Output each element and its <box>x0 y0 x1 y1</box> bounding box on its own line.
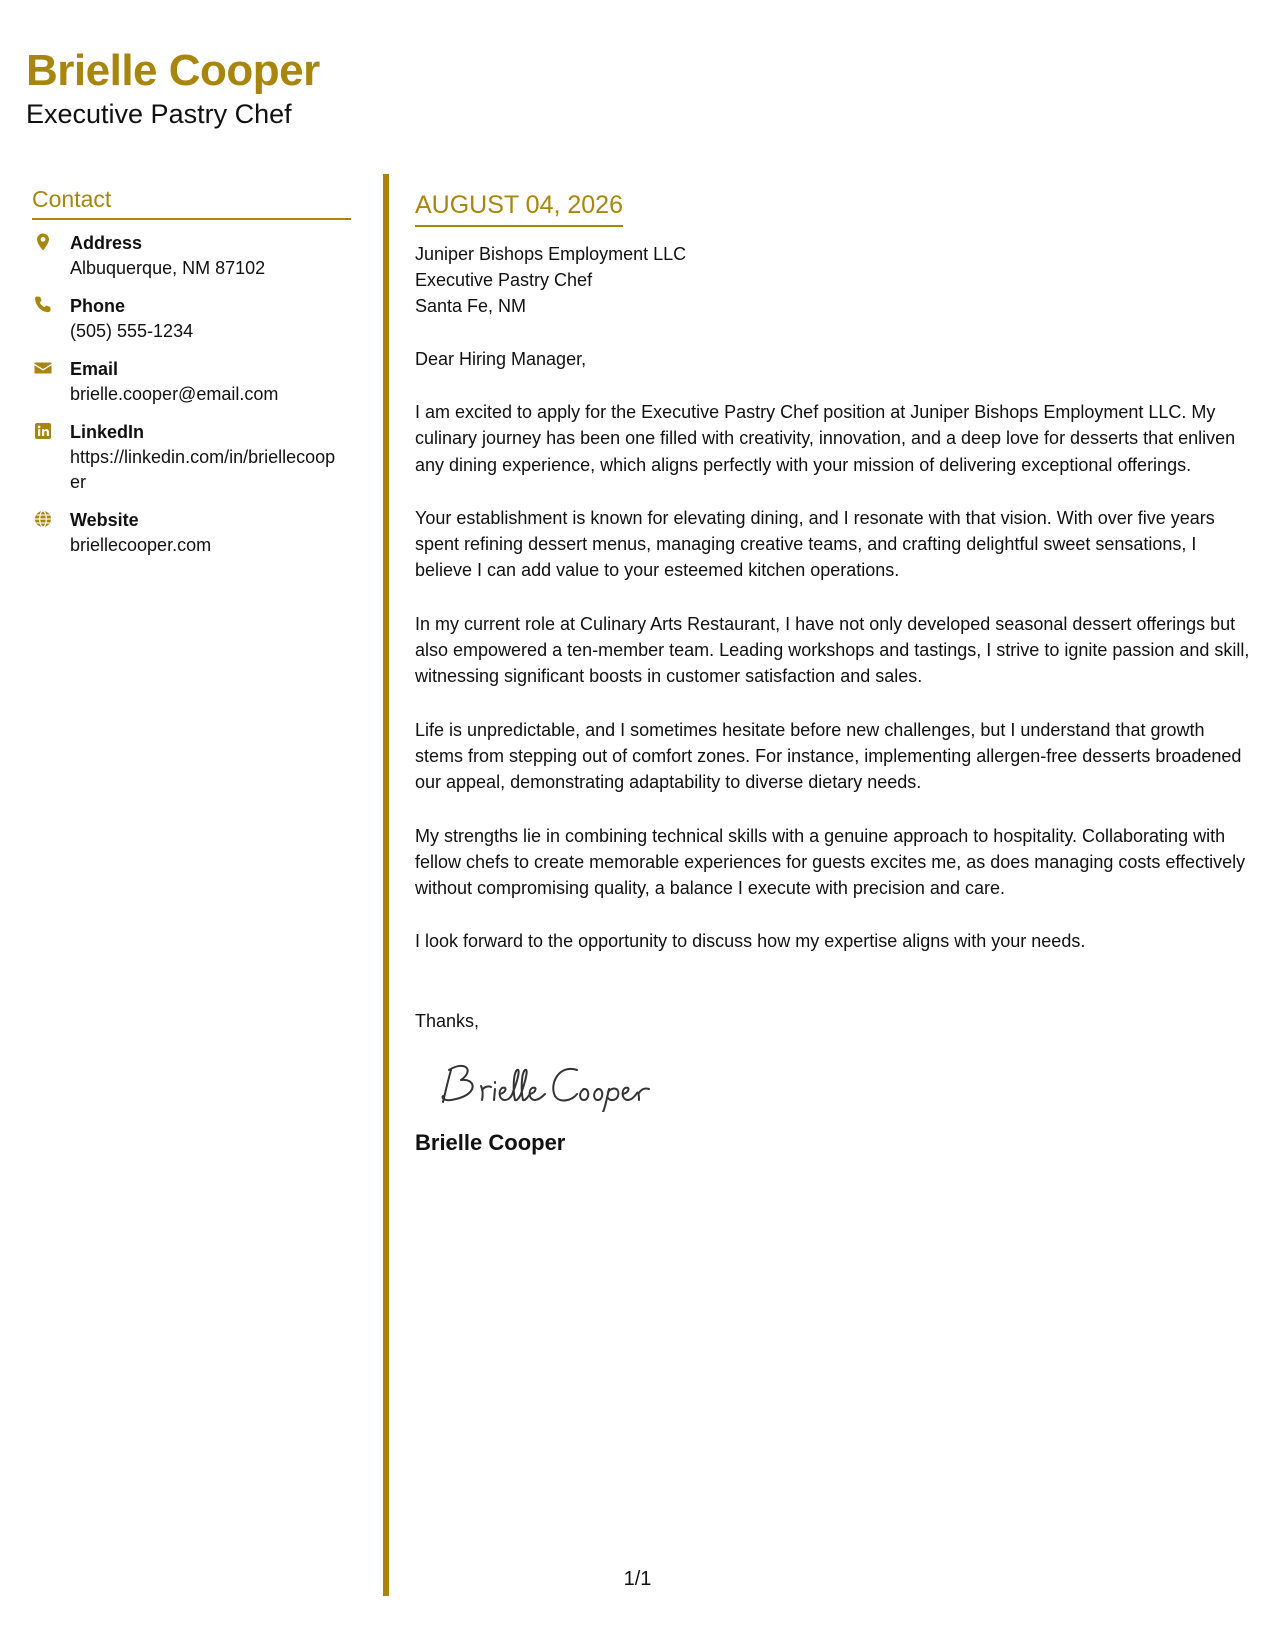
recipient-position: Executive Pastry Chef <box>415 270 593 290</box>
contact-item-website <box>32 508 351 558</box>
phone-value: (505) 555-1234 <box>70 320 194 341</box>
closing: Thanks, <box>415 1010 480 1031</box>
contact-item-email <box>32 357 351 407</box>
vertical-divider <box>383 174 389 1596</box>
letter-paragraph: I am excited to apply for the Executive Pastry Chef position at Juniper Bishops Employment LLC. My culinary journey has been one filled with creativity, innovation, and a deep love for desserts that enliven any dining experience, which aligns perfectly with your mission of delivering exceptional offerings. <box>415 402 1236 475</box>
salutation: Dear Hiring Manager, <box>415 349 587 369</box>
letter-body <box>415 190 1255 1156</box>
contact-item-linkedin <box>32 420 351 495</box>
letter-date: AUGUST 04, 2026 <box>415 190 623 227</box>
contact-label: Phone <box>70 295 126 316</box>
letter-paragraph: I look forward to the opportunity to discuss how my expertise aligns with your needs. <box>415 931 1086 952</box>
email-value[interactable]: brielle.cooper@email.com <box>70 383 279 404</box>
letter-paragraph: In my current role at Culinary Arts Restaurant, I have not only developed seasonal dessert offerings but also empowered a ten-member team. Leading workshops and tastings, I strive to ignite passion and skill, witnessing significant boosts in customer satisfaction and sales. <box>415 613 1250 687</box>
contact-item-phone <box>32 294 351 344</box>
applicant-title: Executive Pastry Chef <box>26 99 292 129</box>
recipient-location: Santa Fe, NM <box>415 296 527 316</box>
linkedin-icon <box>33 421 53 441</box>
linkedin-value[interactable]: https://linkedin.com/in/briellecooper <box>70 446 336 492</box>
contact-item-address <box>32 231 351 281</box>
letter-paragraph: Your establishment is known for elevating dining, and I resonate with that vision. With over five years spent refining dessert menus, managing creative teams, and crafting delightful sweet sensations, I believe I can add value to your esteemed kitchen operations. <box>415 507 1215 581</box>
applicant-name: Brielle Cooper <box>26 46 320 95</box>
page-number-text: 1/1 <box>623 1568 652 1590</box>
contact-label: Address <box>70 232 143 253</box>
contact-label: LinkedIn <box>70 421 145 442</box>
contact-label: Website <box>70 509 139 530</box>
phone-icon <box>33 295 53 315</box>
signer-name: Brielle Cooper <box>415 1129 566 1155</box>
website-value[interactable]: briellecooper.com <box>70 534 212 555</box>
letter-paragraph: Life is unpredictable, and I sometimes hesitate before new challenges, but I understand that growth stems from stepping out of comfort zones. For instance, implementing allergen-free desserts broadened our appeal, demonstrating adaptability to diverse dietary needs. <box>415 719 1242 793</box>
globe-icon <box>33 509 53 529</box>
envelope-icon <box>33 358 53 378</box>
map-pin-icon <box>33 232 53 252</box>
address-value: Albuquerque, NM 87102 <box>70 257 266 278</box>
contact-list <box>32 231 351 558</box>
page-number <box>0 1568 1275 1591</box>
handwritten-signature <box>437 1056 667 1112</box>
recipient-company: Juniper Bishops Employment LLC <box>415 244 687 264</box>
contact-sidebar <box>32 186 351 571</box>
contact-heading: Contact <box>32 186 351 220</box>
contact-label: Email <box>70 358 119 379</box>
recipient-block <box>415 241 1255 319</box>
letter-paragraph: My strengths lie in combining technical skills with a genuine approach to hospitality. Collaborating with fellow chefs to create memorable experiences for guests excites me, as does managing costs effectively without compromising quality, a balance I execute with precision and care. <box>415 825 1246 899</box>
